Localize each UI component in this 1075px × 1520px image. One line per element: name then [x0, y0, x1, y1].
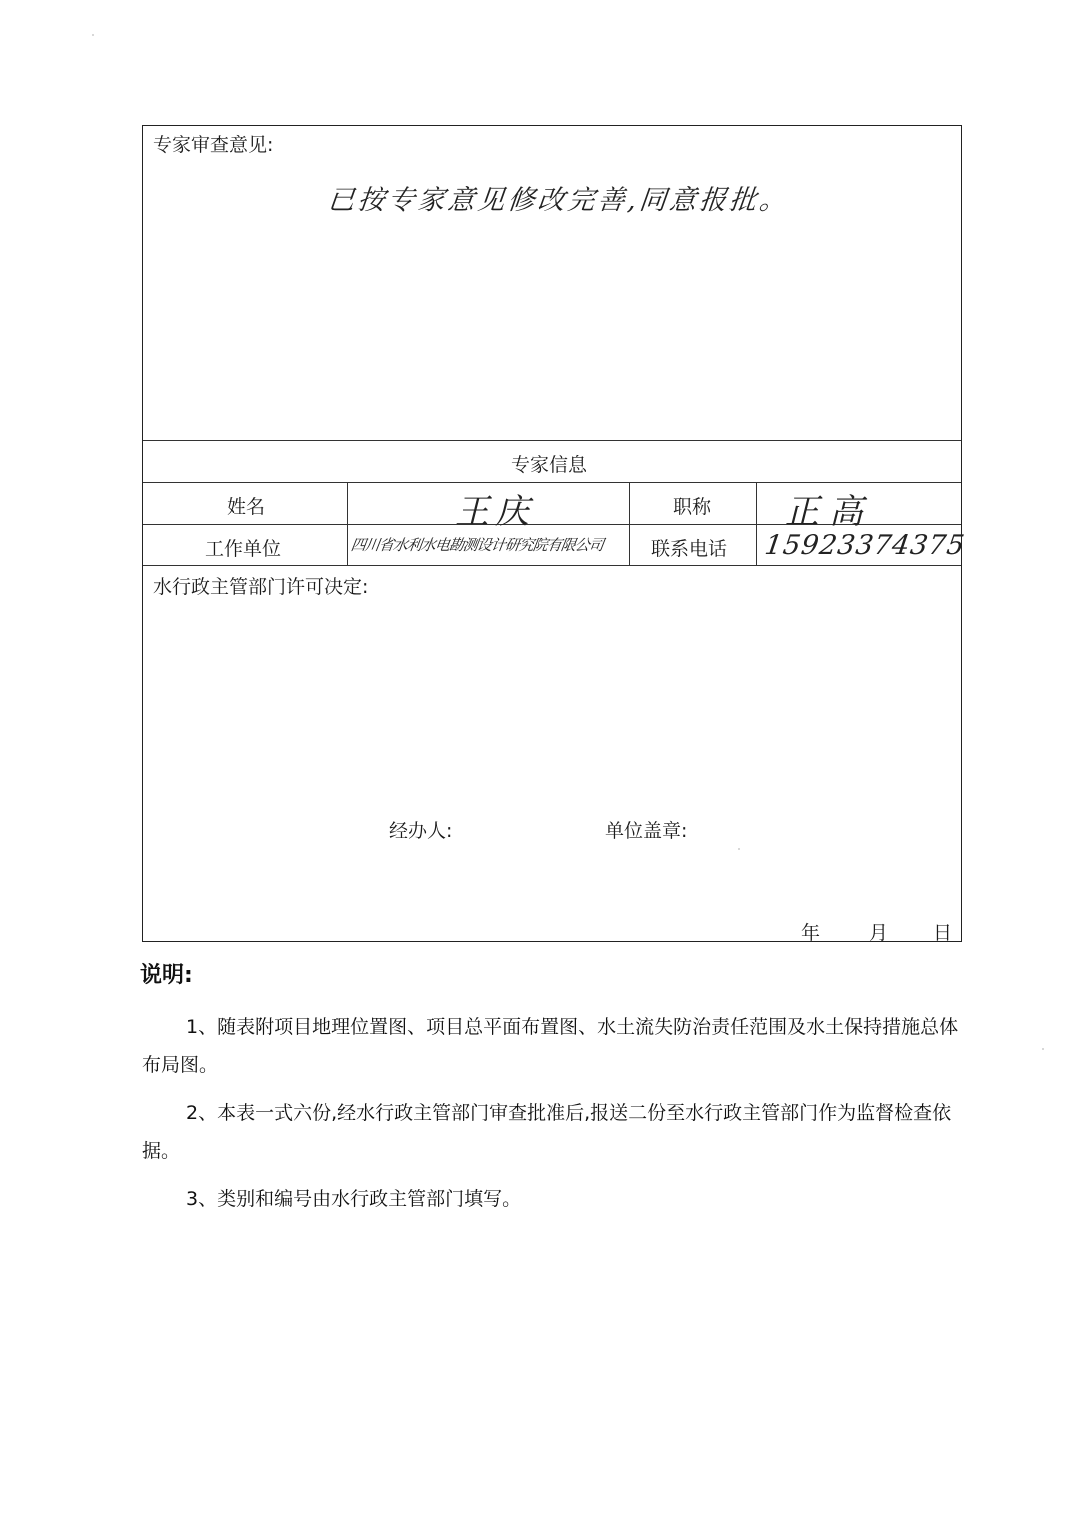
note-text: 1、随表附项目地理位置图、项目总平面布置图、水土流失防治责任范围及水土保持措施总体布局图。: [142, 1016, 959, 1076]
month-label: 月: [869, 922, 889, 944]
day-label: 日: [933, 922, 953, 944]
expert-review-label: 专家审查意见:: [153, 134, 274, 156]
note-item: [142, 1180, 962, 1218]
notes-title: 说明:: [140, 963, 193, 988]
note-text: 2、本表一式六份,经水行政主管部门审查批准后,报送二份至水行政主管部门作为监督检查依据。: [142, 1102, 952, 1162]
row-divider: [143, 482, 961, 483]
phone-label: 联系电话: [651, 538, 728, 560]
row-divider: [143, 565, 961, 566]
scan-speck: [738, 848, 740, 850]
expert-info-header: 专家信息: [511, 454, 588, 476]
name-label: 姓名: [227, 496, 266, 518]
name-value: 王庆: [455, 492, 535, 532]
col-divider: [629, 482, 630, 565]
row-divider: [143, 440, 961, 441]
note-item: [142, 1008, 962, 1084]
scan-speck: [1042, 1048, 1044, 1050]
title-label: 职称: [673, 496, 712, 518]
approval-form-table: [142, 125, 968, 944]
phone-value: 15923374375: [762, 530, 968, 561]
note-item: [142, 1094, 962, 1170]
decision-label: 水行政主管部门许可决定:: [153, 576, 369, 598]
seal-label: 单位盖章:: [605, 820, 688, 842]
col-divider: [347, 482, 348, 565]
org-value: 四川省水利水电勘测设计研究院有限公司: [349, 536, 605, 554]
year-label: 年: [801, 922, 821, 944]
title-value: 正高: [785, 492, 873, 532]
org-label: 工作单位: [205, 538, 282, 560]
handler-label: 经办人:: [389, 820, 453, 842]
scan-speck: [92, 34, 94, 36]
col-divider: [756, 482, 757, 565]
note-text: 3、类别和编号由水行政主管部门填写。: [186, 1188, 522, 1210]
handwritten-opinion: 已按专家意见修改完善,同意报批。: [326, 185, 791, 216]
